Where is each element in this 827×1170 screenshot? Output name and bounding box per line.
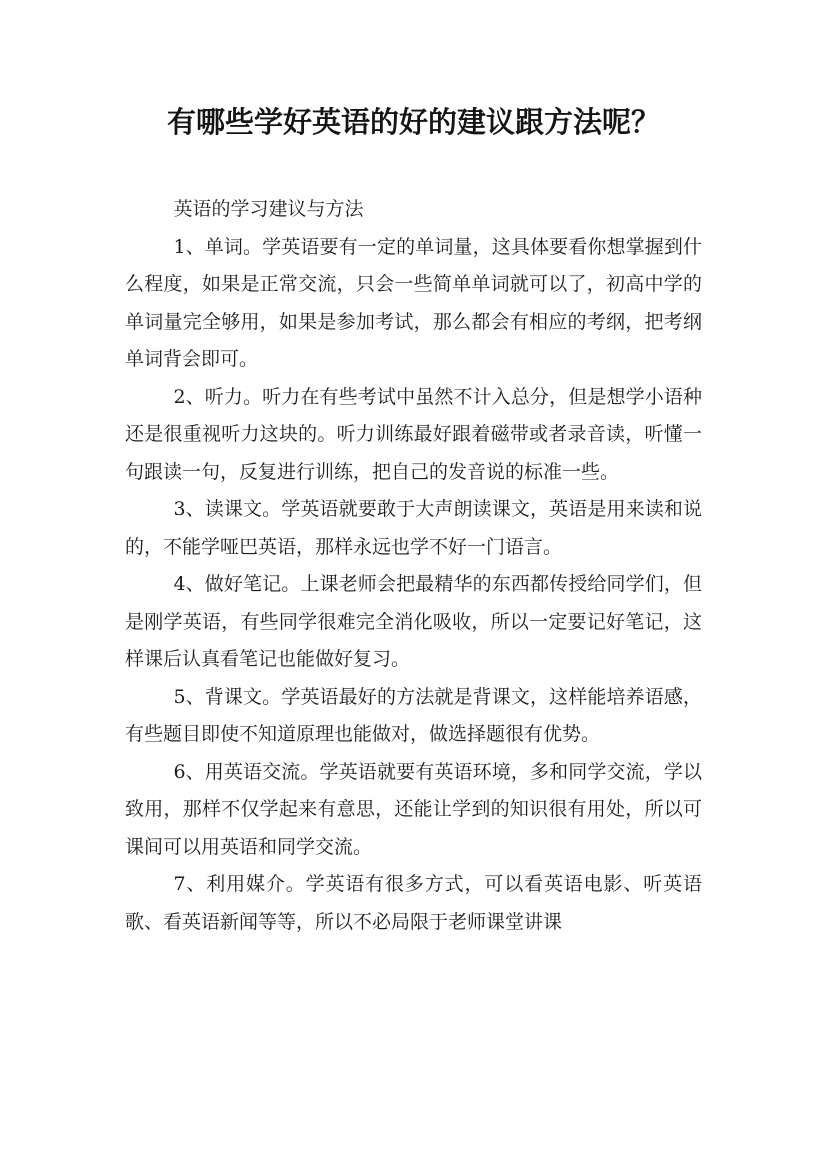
paragraph-media: 7、利用媒介。学英语有很多方式，可以看英语电影、听英语歌、看英语新闻等等，所以不必局限于老师课堂讲课 — [125, 873, 702, 933]
paragraph-notes: 4、做好笔记。上课老师会把最精华的东西都传授给同学们，但是刚学英语，有些同学很难完全消化吸收，所以一定要记好笔记，这样课后认真看笔记也能做好复习。 — [125, 573, 702, 670]
paragraph-listening: 2、听力。听力在有些考试中虽然不计入总分，但是想学小语种还是很重视听力这块的。听力训练最好跟着磁带或者录音读，听懂一句跟读一句，反复进行训练，把自己的发音说的标准一些。 — [125, 385, 702, 483]
paragraph-reading: 3、读课文。学英语就要敢于大声朗读课文，英语是用来读和说的，不能学哑巴英语，那样永远也学不好一门语言。 — [125, 498, 702, 558]
paragraph-recitation: 5、背课文。学英语最好的方法就是背课文，这样能培养语感，有些题目即使不知道原理也能做对，做选择题很有优势。 — [125, 685, 702, 745]
document-title: 有哪些学好英语的好的建议跟方法呢？ — [166, 105, 660, 139]
document-body — [125, 191, 702, 941]
paragraph-vocabulary: 1、单词。学英语要有一定的单词量，这具体要看你想掌握到什么程度，如果是正常交流，只会一些简单单词就可以了，初高中学的单词量完全够用，如果是参加考试，那么都会有相应的考纲，把考纲单词背会即可。 — [125, 235, 702, 370]
section-heading: 英语的学习建议与方法 — [173, 198, 364, 220]
paragraph-communication: 6、用英语交流。学英语就要有英语环境，多和同学交流，学以致用，那样不仅学起来有意思，还能让学到的知识很有用处，所以可课间可以用英语和同学交流。 — [125, 760, 702, 858]
